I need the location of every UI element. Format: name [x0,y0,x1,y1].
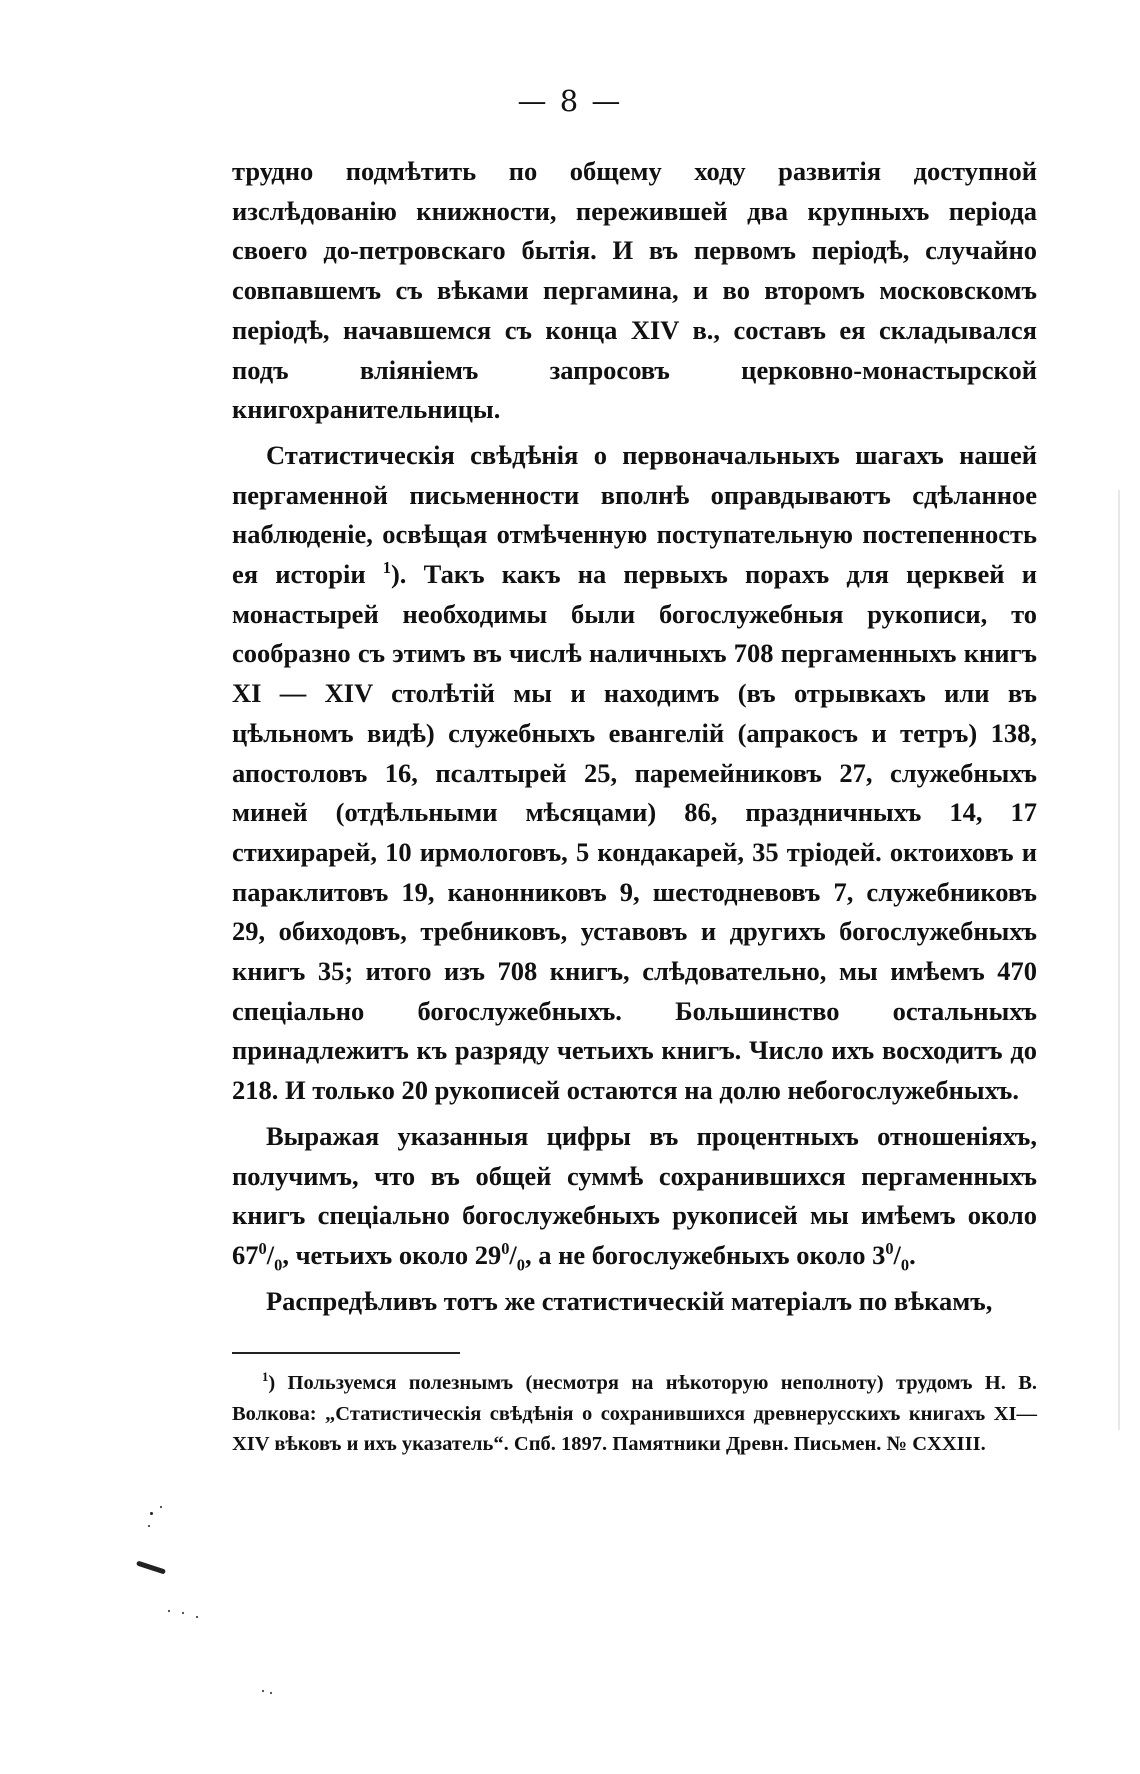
ink-speck [160,1506,162,1508]
paragraph-3-text-c: , а не богослужебныхъ около 3 [525,1239,886,1270]
percent-slash-2: / [509,1239,517,1270]
ink-speck [196,1616,198,1618]
paragraph-2-text-a: Статистическія свѣдѣнія о первоначальныхъ шагахъ нашей пергаменной письменности вполнѣ оправдываютъ сдѣланное наблюденіе, освѣщая отмѣченную поступательную постепенность ея исторіи [232,439,1037,590]
percent-sub-2: 0 [516,1255,526,1275]
ink-blot [136,1560,166,1574]
percent-slash-3: / [893,1239,901,1270]
ink-speck [148,1525,150,1527]
paragraph-4 [232,1282,1037,1322]
percent-slash-1: / [266,1239,275,1270]
percent-sub-1: 0 [274,1255,283,1275]
footnote-divider [232,1352,460,1354]
ink-speck [270,1692,272,1694]
scan-margin-shadow [1118,490,1120,1430]
footnote-ref-1[interactable]: 1 [382,558,391,578]
footnotes [232,1368,1037,1460]
ink-speck [168,1610,170,1612]
percent-sup-3: 0 [885,1239,894,1259]
percent-sup-1: 0 [258,1239,267,1259]
paragraph-3-text-b: , четьихъ около 29 [282,1239,502,1270]
percent-sup-2: 0 [501,1239,510,1259]
ink-speck [262,1690,264,1692]
footnote-1 [232,1368,1037,1460]
footnote-marker-1: 1 [262,1370,269,1385]
paragraph-3-text-a: Выражая указанныя цифры въ процентныхъ отношеніяхъ, получимъ, что въ общей суммѣ сохранившихся пергаменныхъ книгъ спеціально богослужебныхъ рукописей мы имѣемъ около 67 [232,1120,1037,1270]
paragraph-3 [232,1117,1037,1276]
percent-sub-3: 0 [900,1255,910,1275]
page-number: — 8 — [517,84,623,118]
paragraph-1 [232,152,1037,430]
footnote-1-text: ) Пользуемся полезнымъ (несмотря на нѣкоторую неполноту) трудомъ Н. В. Волкова: „Статистическія свѣдѣнія о сохранившихся древнерусскихъ книгахъ XI—XIV вѣковъ и ихъ указатель“. Спб. 1897. Памятники Древн. Письмен. № CXXIII. [232,1372,1037,1455]
ink-speck [182,1612,184,1614]
paragraph-4-text: Распредѣливъ тотъ же статистическій матеріалъ по вѣкамъ, [266,1285,993,1316]
paragraph-2 [232,436,1037,1111]
paragraph-1-text: трудно подмѣтить по общему ходу развитія доступной изслѣдованію книжности, пережившей два крупныхъ періода своего до-петровскаго бытія. И въ первомъ періодѣ, случайно совпавшемъ съ вѣками пергамина, и во второмъ московскомъ періодѣ, начавшемся съ конца XIV в., составъ ея складывался подъ вліяніемъ запросовъ церковно-монастырской книгохранительницы. [232,156,1037,425]
paragraph-2-text-b: ). Такъ какъ на первыхъ порахъ для церквей и монастырей необходимы были богослужебныя рукописи, то сообразно съ этимъ въ числѣ наличныхъ 708 пергаменныхъ книгъ XI — XIV столѣтій мы и находимъ (въ отрывкахъ или въ цѣльномъ видѣ) служебныхъ евангелій (апракосъ и тетръ) 138, апостоловъ 16, псалтырей 25, паремейниковъ 27, служебныхъ миней (отдѣльными мѣсяцами) 86, праздничныхъ 14, 17 стихирарей, 10 ирмологовъ, 5 кондакарей, 35 тріодей. октоиховъ и параклитовъ 19, канонниковъ 9, шестодневовъ 7, служебниковъ 29, обиходовъ, требниковъ, уставовъ и другихъ богослужебныхъ книгъ 35; итого изъ 708 книгъ, слѣдовательно, мы имѣемъ 470 спеціально богослужебныхъ. Большинство остальныхъ принадлежитъ къ разряду четьихъ книгъ. Число ихъ восходитъ до 218. И только 20 рукописей остаются на долю небогослужебныхъ. [232,559,1037,1106]
body-text [232,152,1037,1327]
paragraph-3-end: . [909,1239,916,1270]
ink-speck [150,1512,153,1515]
